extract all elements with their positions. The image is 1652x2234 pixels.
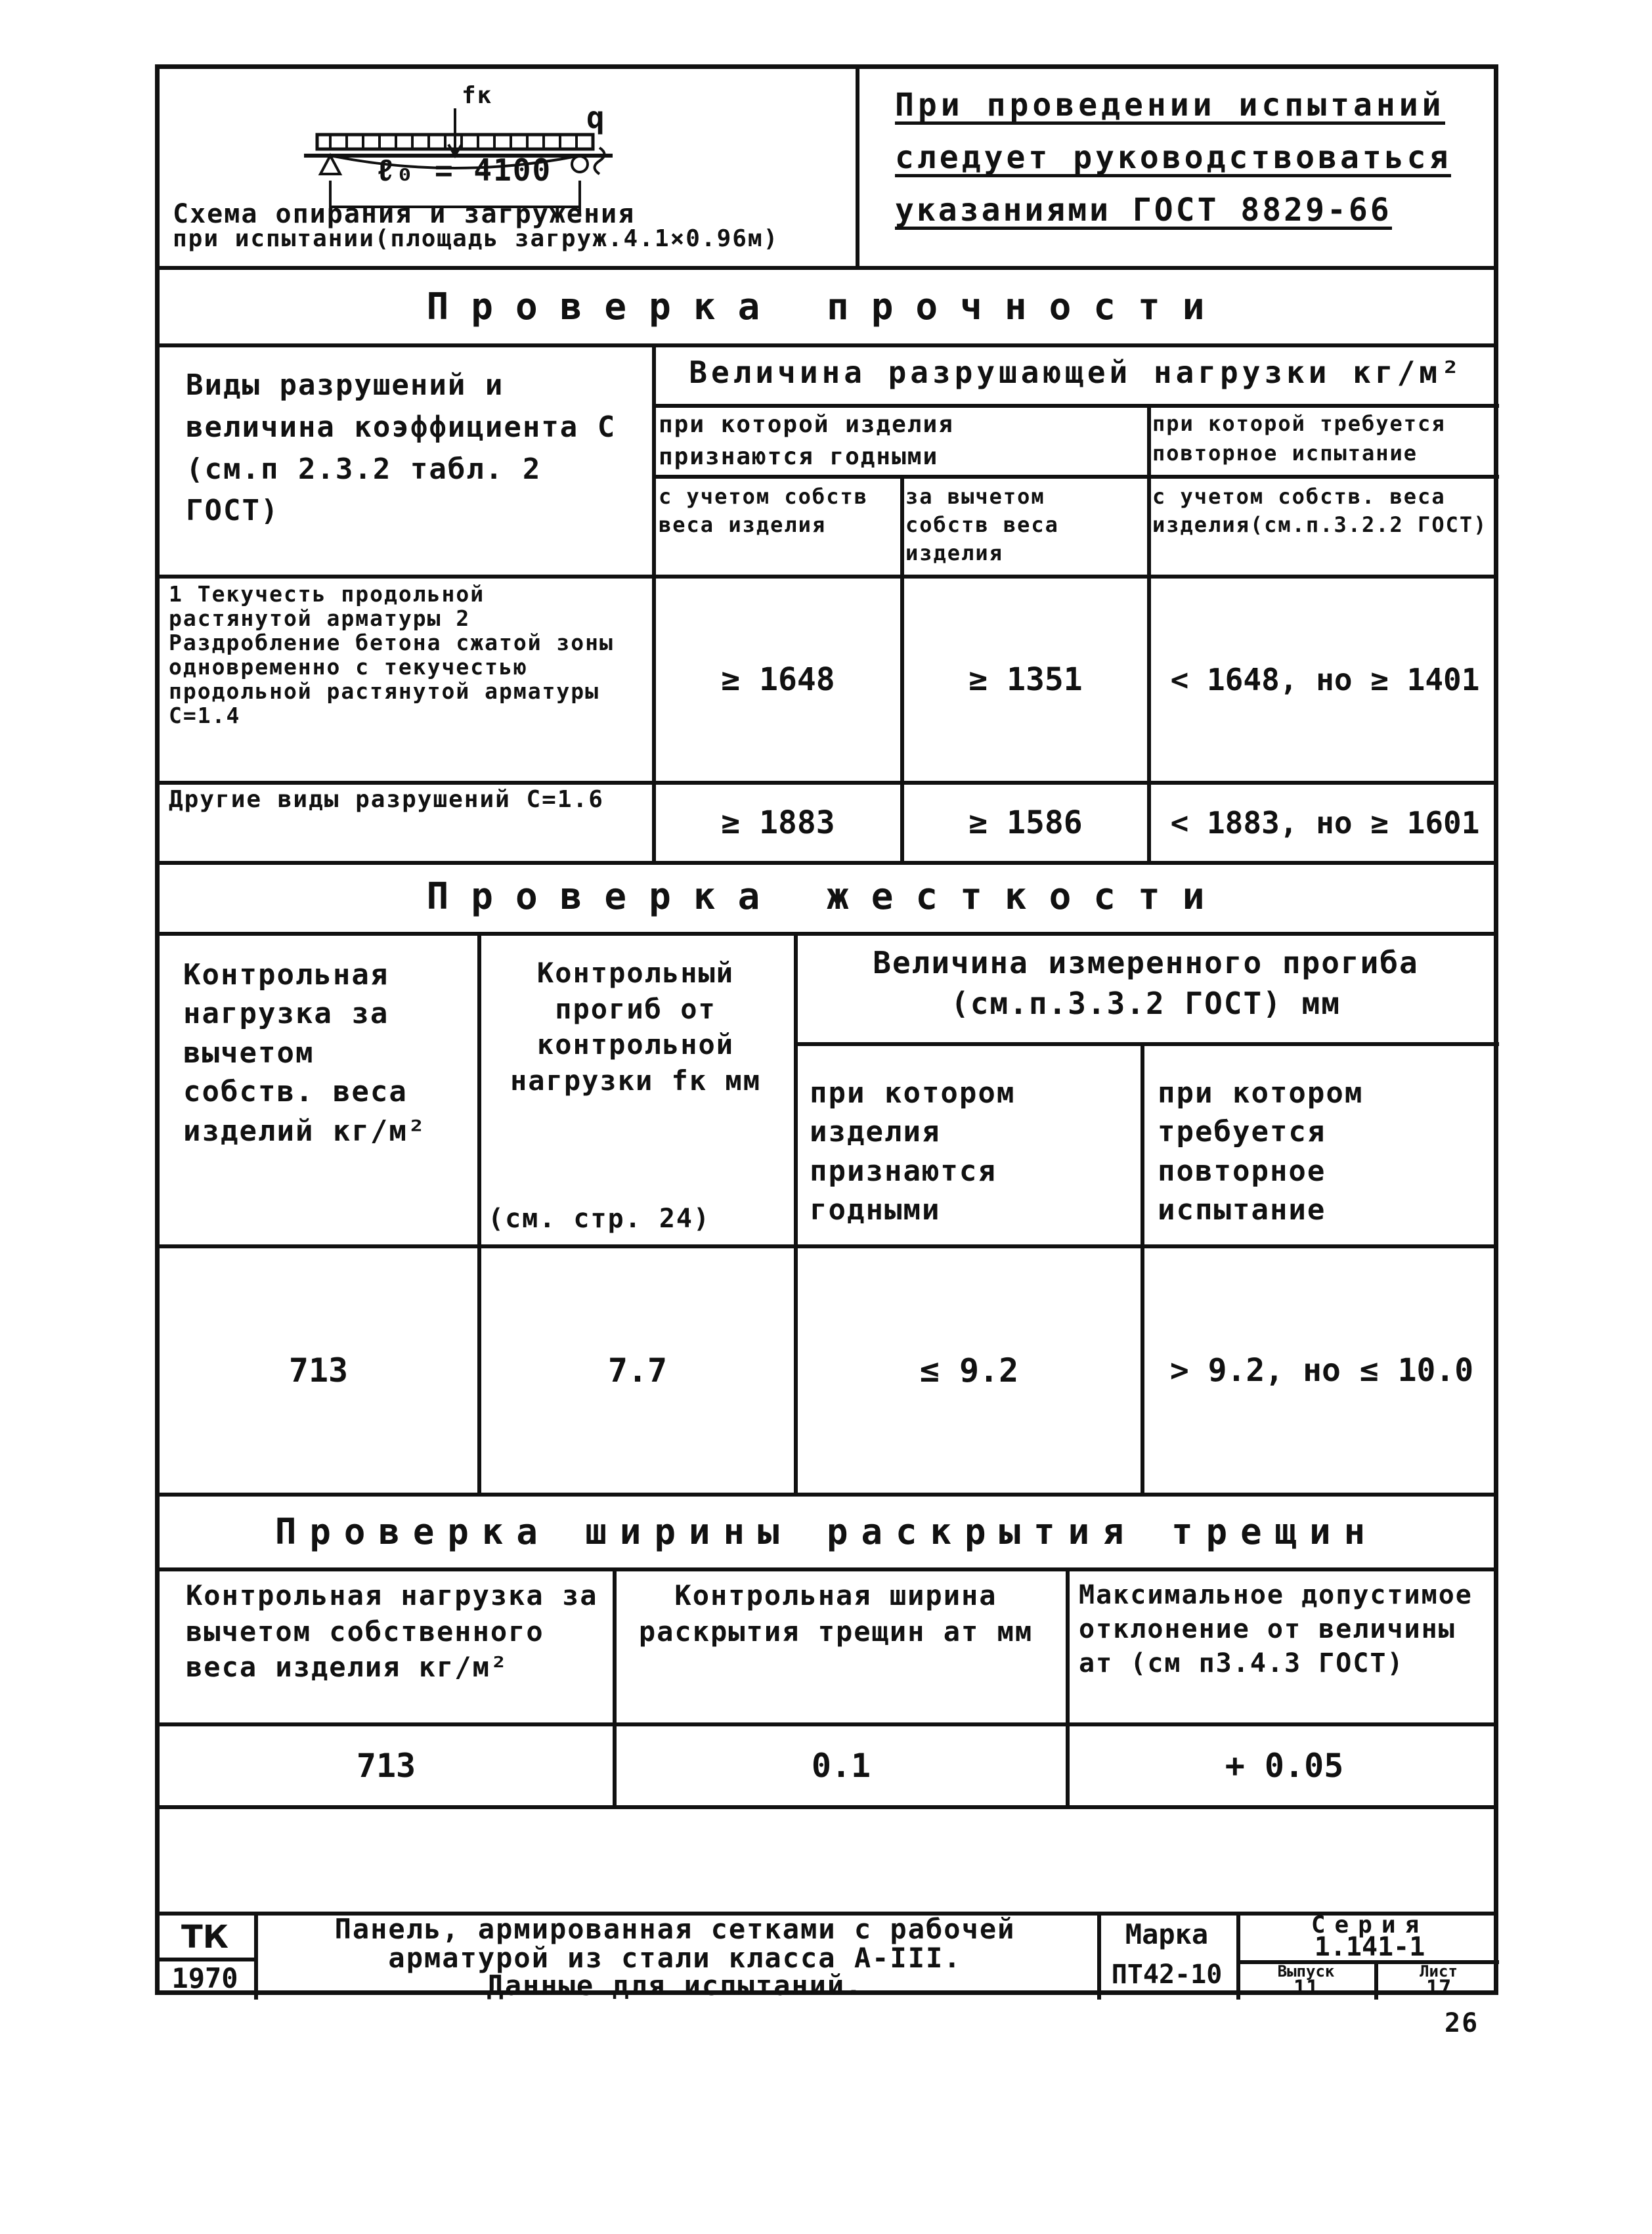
row2-retest: < 1883, но ≥ 1601 [1170,805,1480,841]
stiffness-retest-header: при котором требуется повторное испытание [1158,1076,1364,1227]
issue-label: Выпуск [1277,1962,1335,1981]
row2-good-with-weight: ≥ 1883 [721,804,835,841]
span-label: ℓ₀ = 4100 [376,152,552,188]
sub-col-3: с учетом собств. веса изделия(см.п.3.2.2 ГОСТ) [1152,484,1488,538]
series-label: Серия [1311,1911,1429,1938]
issue-value: 11 [1293,1975,1319,2000]
cracks-title: Проверка ширины раскрытия трещин [274,1511,1379,1552]
page-number: 26 [1445,2008,1479,2038]
stiffness-control-deflection: 7.7 [607,1351,668,1390]
good-header: при которой изделия признаются годными [659,411,954,470]
description-line-1: Панель, армированная сетками с рабочей [334,1913,1016,1945]
crack-deviation-value: + 0.05 [1225,1747,1344,1785]
description-line-3: Данные для испытаний. [487,1969,863,2002]
deflection-label: fк [462,82,493,109]
stiffness-title: Проверка жесткости [426,875,1227,918]
marka-label: Марка [1125,1917,1209,1950]
cracks-control-load-header: Контрольная нагрузка за вычетом собственного веса изделия кг/м² [186,1579,598,1684]
control-load-header: Контрольная нагрузка за вычетом собств. веса изделий кг/м² [183,958,427,1148]
series-value: 1.141-1 [1314,1932,1425,1962]
failure-types-header: Виды разрушений и величина коэффициента С (см.п 2.3.2 табл. 2 ГОСТ) [186,368,617,528]
breaking-load-header: Величина разрушающей нагрузки кг/м² [689,355,1464,390]
row1-label: 1 Текучесть продольной растянутой арматуры 2 Раздробление бетона сжатой зоны одновременно с текучестью продольной растянутой арматуры С=1.4 [169,581,614,728]
strength-title: Проверка прочности [426,286,1227,328]
row2-label: Другие виды разрушений С=1.6 [169,786,604,813]
control-deflection-ref: (см. стр. 24) [488,1204,711,1234]
note-line-2: следует руководствоваться [895,141,1451,177]
row1-good-without-weight: ≥ 1351 [968,661,1083,698]
stiffness-good-value: ≤ 9.2 [919,1351,1019,1390]
stiffness-good-header: при котором изделия признаются годными [810,1076,1016,1227]
crack-width-header: Контрольная ширина раскрытия трещин aт мм [638,1579,1033,1648]
row1-retest: < 1648, но ≥ 1401 [1170,662,1480,697]
marka-value: ПТ42-10 [1111,1960,1223,1990]
cracks-control-load: 713 [356,1747,416,1785]
load-label: q [586,100,606,135]
crack-width-value: 0.1 [811,1747,871,1785]
stiffness-retest-value: > 9.2, но ≤ 10.0 [1169,1352,1474,1389]
retest-header: при которой требуется повторное испытание [1152,411,1446,466]
stiffness-control-load: 713 [288,1351,349,1390]
sheet-value: 17 [1425,1975,1452,2000]
year-label: 1970 [171,1961,238,1994]
note-line-3: указаниями ГОСТ 8829-66 [895,194,1392,230]
sheet-label: Лист [1420,1962,1458,1981]
description-line-2: арматурой из стали класса А-III. [388,1942,962,1974]
crack-deviation-header: Максимальное допустимое отклонение от величины aт (см п3.4.3 ГОСТ) [1079,1580,1473,1678]
sub-col-2: за вычетом собств веса изделия [905,484,1059,566]
sub-col-1: с учетом собств веса изделия [659,484,868,538]
measured-deflection-header: Величина измеренного прогиба (см.п.3.3.2 ГОСТ) мм [873,945,1419,1022]
tk-label: ТК [181,1919,228,1956]
scheme-caption-2: при испытании(площадь загруж.4.1×0.96м) [173,225,779,252]
drawing-sheet [155,64,1498,2002]
row1-good-with-weight: ≥ 1648 [721,661,835,698]
row2-good-without-weight: ≥ 1586 [968,804,1083,841]
control-deflection-header: Контрольный прогиб от контрольной нагрузки fк мм [510,957,761,1097]
note-line-1: При проведении испытаний [895,89,1445,125]
scheme-caption-1: Схема опирания и загружения [173,199,636,229]
